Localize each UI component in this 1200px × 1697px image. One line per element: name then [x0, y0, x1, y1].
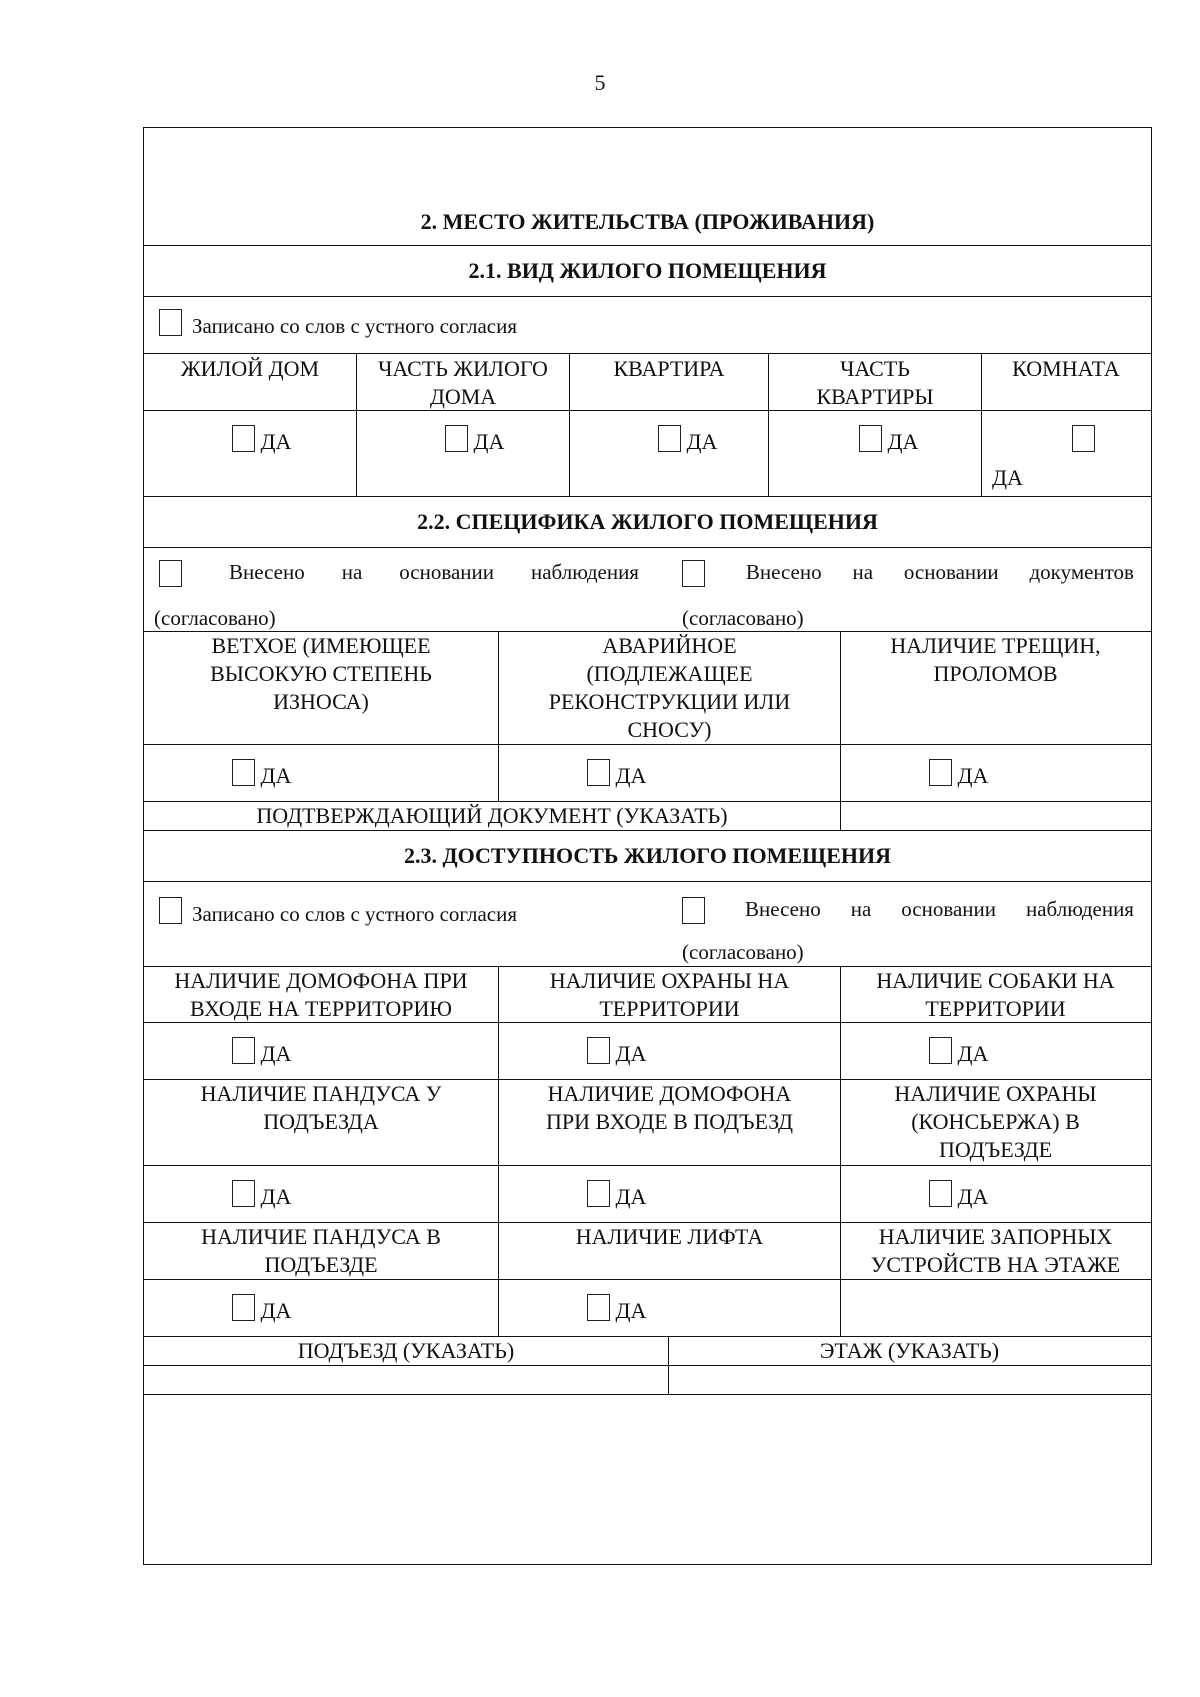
- note-word: на: [850, 897, 872, 921]
- accessibility-check-row-3: [144, 1280, 1151, 1337]
- yes-label: ДА: [260, 429, 292, 454]
- checkbox[interactable]: [929, 1037, 952, 1064]
- floor-label: ЭТАЖ (УКАЗАТЬ): [819, 1338, 1000, 1363]
- accessibility-header-row-1: [144, 967, 1151, 1023]
- subsection-housing-type-title: [144, 246, 1151, 297]
- specifics-note-row: [144, 548, 1151, 632]
- note-word: на: [852, 560, 874, 584]
- entrance-input[interactable]: [144, 1366, 669, 1394]
- checkbox[interactable]: [232, 1180, 255, 1207]
- entrance-floor-input-row: [144, 1366, 1151, 1395]
- yes-label: ДА: [260, 763, 292, 788]
- checkbox[interactable]: [658, 425, 681, 452]
- checkbox[interactable]: [587, 759, 610, 786]
- column-header: НАЛИЧИЕ ЗАПОРНЫХ УСТРОЙСТВ НА ЭТАЖЕ: [870, 1224, 1121, 1277]
- document-input[interactable]: [841, 802, 1150, 830]
- checkbox[interactable]: [1072, 425, 1095, 452]
- checkbox[interactable]: [232, 1037, 255, 1064]
- yes-label: ДА: [957, 763, 989, 788]
- column-header: ЖИЛОЙ ДОМ: [144, 354, 357, 410]
- subsection-specifics-title-text: 2.2. СПЕЦИФИКА ЖИЛОГО ПОМЕЩЕНИЯ: [417, 509, 878, 534]
- accessibility-note-right-2: (согласовано): [682, 940, 804, 964]
- column-header: НАЛИЧИЕ ОХРАНЫ НА ТЕРРИТОРИИ: [499, 967, 841, 1022]
- accessibility-note-right: [682, 897, 1134, 924]
- column-header: КОМНАТА: [1012, 356, 1120, 381]
- entrance-floor-header-row: [144, 1337, 1151, 1366]
- specifics-check-row: [144, 745, 1151, 802]
- yes-label: ДА: [615, 1041, 647, 1066]
- blank-area: [144, 1395, 1151, 1563]
- note-word: Внесено: [744, 897, 821, 921]
- column-header: НАЛИЧИЕ СОБАКИ НА ТЕРРИТОРИИ: [876, 968, 1115, 1021]
- empty-cell: [841, 1280, 1150, 1336]
- section-title: [144, 128, 1151, 246]
- column-header: НАЛИЧИЕ ДОМОФОНА ПРИ ВХОДЕ В ПОДЪЕЗД: [499, 1080, 841, 1165]
- yes-label: ДА: [615, 1184, 647, 1209]
- section-title-text: 2. МЕСТО ЖИТЕЛЬСТВА (ПРОЖИВАНИЯ): [420, 209, 875, 234]
- column-header: НАЛИЧИЕ ЛИФТА: [499, 1223, 841, 1279]
- column-header: НАЛИЧИЕ ОХРАНЫ (КОНСЬЕРЖА) В ПОДЪЕЗДЕ: [894, 1081, 1097, 1162]
- checkbox[interactable]: [232, 759, 255, 786]
- column-header: ЧАСТЬ КВАРТИРЫ: [769, 354, 982, 410]
- specifics-note-right: [682, 560, 1134, 587]
- note-word: на: [341, 560, 363, 584]
- specifics-note-left-2: (согласовано): [154, 606, 276, 630]
- note-word: основании: [901, 897, 997, 921]
- checkbox[interactable]: [587, 1180, 610, 1207]
- column-header: НАЛИЧИЕ ПАНДУСА В ПОДЪЕЗДЕ: [144, 1223, 499, 1279]
- subsection-accessibility-title: [144, 831, 1151, 882]
- yes-label: ДА: [887, 429, 919, 454]
- note-word: основании: [903, 560, 999, 584]
- column-header: НАЛИЧИЕ ДОМОФОНА ПРИ ВХОДЕ НА ТЕРРИТОРИЮ: [144, 967, 499, 1022]
- yes-label: ДА: [473, 429, 505, 454]
- accessibility-header-row-2: [144, 1080, 1151, 1166]
- floor-input[interactable]: [669, 1366, 1150, 1394]
- document-label: ПОДТВЕРЖДАЮЩИЙ ДОКУМЕНТ (УКАЗАТЬ): [144, 802, 841, 830]
- note-word: наблюдения: [531, 560, 639, 584]
- checkbox[interactable]: [929, 759, 952, 786]
- form-sheet: [143, 127, 1152, 1565]
- checkbox[interactable]: [159, 309, 182, 336]
- specifics-note-left: [159, 560, 639, 587]
- housing-type-check-row: [144, 411, 1151, 497]
- yes-label: ДА: [992, 465, 1023, 490]
- subsection-accessibility-title-text: 2.3. ДОСТУПНОСТЬ ЖИЛОГО ПОМЕЩЕНИЯ: [404, 843, 891, 868]
- yes-label: ДА: [260, 1298, 292, 1323]
- accessibility-check-row-1: [144, 1023, 1151, 1080]
- yes-label: ДА: [686, 429, 718, 454]
- housing-type-note-text: Записано со слов с устного согласия: [192, 314, 517, 338]
- accessibility-header-row-3: [144, 1223, 1151, 1280]
- column-header: ВЕТХОЕ (ИМЕЮЩЕЕ ВЫСОКУЮ СТЕПЕНЬ ИЗНОСА): [144, 632, 499, 744]
- column-header: ЧАСТЬ ЖИЛОГО ДОМА: [357, 354, 570, 410]
- yes-label: ДА: [260, 1184, 292, 1209]
- yes-label: ДА: [260, 1041, 292, 1066]
- housing-type-note: [159, 309, 517, 339]
- note-word: основании: [399, 560, 495, 584]
- subsection-specifics-title: [144, 497, 1151, 548]
- entrance-label: ПОДЪЕЗД (УКАЗАТЬ): [144, 1337, 669, 1365]
- column-header: НАЛИЧИЕ ПАНДУСА У ПОДЪЕЗДА: [144, 1080, 499, 1165]
- yes-label: ДА: [615, 1298, 647, 1323]
- checkbox[interactable]: [682, 560, 705, 587]
- column-header: АВАРИЙНОЕ (ПОДЛЕЖАЩЕЕ РЕКОНСТРУКЦИИ ИЛИ СНОСУ): [499, 632, 841, 744]
- subsection-housing-type-title-text: 2.1. ВИД ЖИЛОГО ПОМЕЩЕНИЯ: [468, 258, 827, 283]
- accessibility-check-row-2: [144, 1166, 1151, 1223]
- page-number: 5: [594, 70, 606, 95]
- checkbox[interactable]: [587, 1037, 610, 1064]
- note-word: Внесено: [228, 560, 305, 584]
- yes-label: ДА: [957, 1041, 989, 1066]
- specifics-document-row: [144, 802, 1151, 831]
- checkbox[interactable]: [587, 1294, 610, 1321]
- column-header: КВАРТИРА: [570, 354, 769, 410]
- specifics-header-row: [144, 632, 1151, 745]
- checkbox[interactable]: [445, 425, 468, 452]
- checkbox[interactable]: [159, 897, 182, 924]
- accessibility-note-row: [144, 882, 1151, 967]
- checkbox[interactable]: [232, 425, 255, 452]
- specifics-note-right-2: (согласовано): [682, 606, 804, 630]
- housing-type-note-row: [144, 297, 1151, 338]
- note-word: наблюдения: [1026, 897, 1134, 921]
- yes-label: ДА: [957, 1184, 989, 1209]
- checkbox[interactable]: [929, 1180, 952, 1207]
- accessibility-note-left: [159, 897, 517, 927]
- checkbox[interactable]: [159, 560, 182, 587]
- accessibility-note-left-text: Записано со слов с устного согласия: [192, 902, 517, 926]
- column-header: НАЛИЧИЕ ТРЕЩИН, ПРОЛОМОВ: [890, 633, 1101, 686]
- checkbox[interactable]: [859, 425, 882, 452]
- yes-label: ДА: [615, 763, 647, 788]
- note-word: документов: [1029, 560, 1134, 584]
- note-word: Внесено: [745, 560, 822, 584]
- checkbox[interactable]: [682, 897, 705, 924]
- checkbox[interactable]: [232, 1294, 255, 1321]
- housing-type-header-row: [144, 353, 1151, 411]
